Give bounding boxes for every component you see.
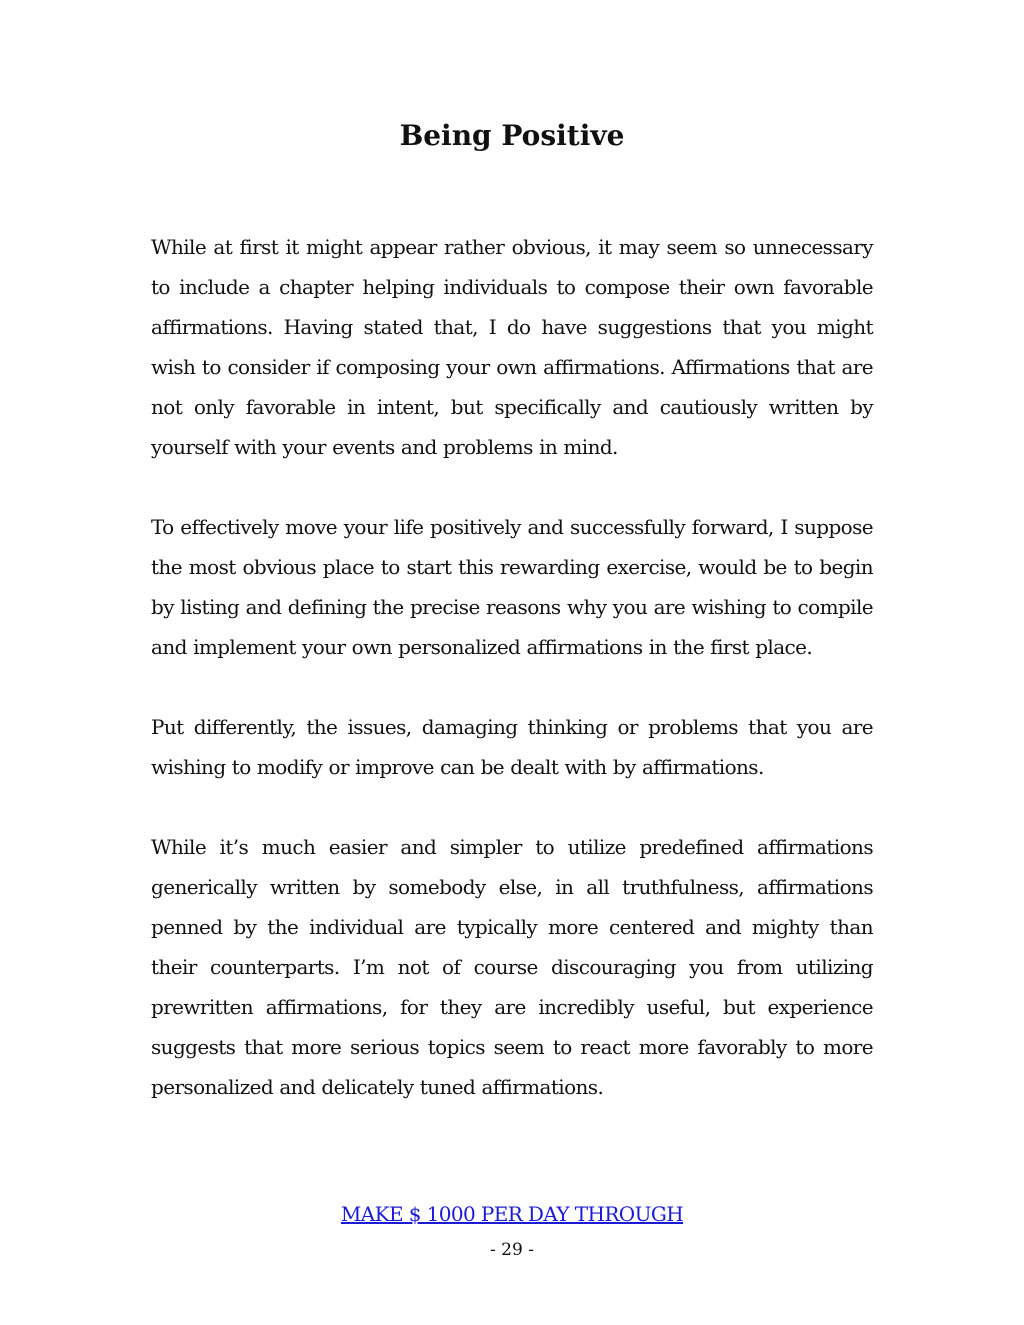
footer-link[interactable]: MAKE $ 1000 PER DAY THROUGH [340,1202,684,1226]
page-number: - 29 - [490,1240,534,1260]
page-title: Being Positive [399,119,625,152]
paragraph-1: While at first it might appear rather obvious, it may seem so unnecessary to include a chapter helping individuals to compose their own favorable affirmations. Having stated that, I do have suggestions that you might wish to consider if composing your own affirmations. Affirmations that are not only favorable in intent, but specifically and cautiously written by yourself with your events and problems in mind. [151,235,873,459]
paragraph-4: While it’s much easier and simpler to utilize predefined affirmations generically written by somebody else, in all truthfulness, affirmations penned by the individual are typically more centered and mighty than their counterparts. I’m not of course discouraging you from utilizing prewritten affirmations, for they are incredibly useful, but experience suggests that more serious topics seem to react more favorably to more personalized and delicately tuned affirmations. [151,835,873,1099]
paragraph-3: Put differently, the issues, damaging thinking or problems that you are wishing to modify or improve can be dealt with by affirmations. [151,715,873,779]
footer-link-container [0,1198,1024,1230]
body-content [151,227,873,1107]
paragraph-2: To effectively move your life positively and successfully forward, I suppose the most obvious place to start this rewarding exercise, would be to begin by listing and defining the precise reasons why you are wishing to compile and implement your own personalized affirmations in the first place. [151,515,873,659]
